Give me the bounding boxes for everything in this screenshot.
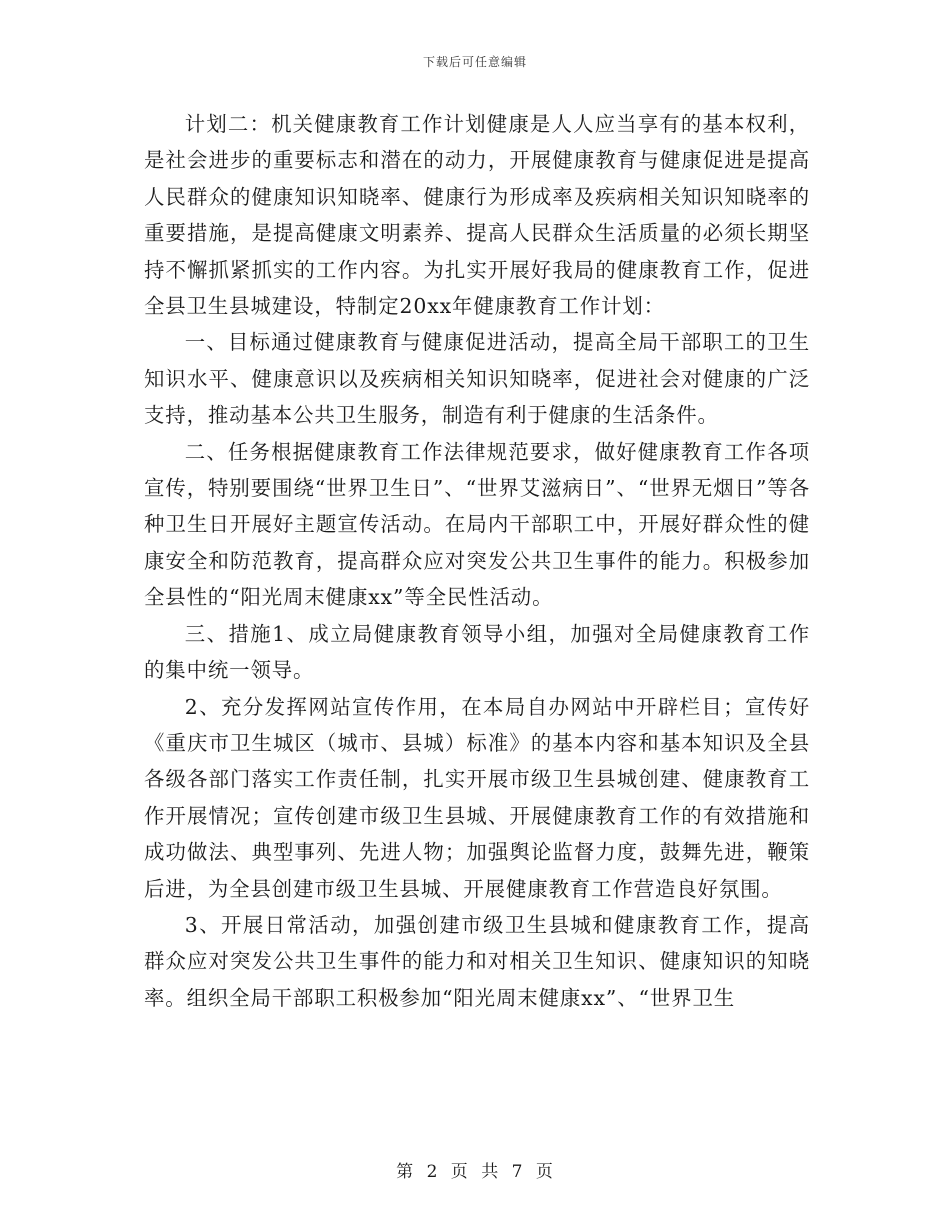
paragraph-goals: 一、目标通过健康教育与健康促进活动，提高全局干部职工的卫生知识水平、健康意识以及疾病相关知识知晓率，促进社会对健康的广泛支持，推动基本公共卫生服务，制造有利于健康的生活条件。 — [144, 330, 810, 428]
page-header-note: 下载后可任意编辑 — [422, 55, 527, 69]
document-body — [144, 106, 810, 1016]
paragraph-tasks: 二、任务根据健康教育工作法律规范要求，做好健康教育工作各项宣传，特别要围绕“世界卫生日”、“世界艾滋病日”、“世界无烟日”等各种卫生日开展好主题宣传活动。在局内干部职工中，开展好群众性的健康安全和防范教育，提高群众应对突发公共卫生事件的能力。积极参加全县性的“阳光周末健康xx”等全民性活动。 — [144, 439, 810, 610]
page-number-footer: 第 2 页 共 7 页 — [396, 1162, 554, 1182]
paragraph-measures-3: 3、开展日常活动，加强创建市级卫生县城和健康教育工作，提高群众应对突发公共卫生事件的能力和对相关卫生知识、健康知识的知晓率。组织全局干部职工积极参加“阳光周末健康xx”、“世界卫生 — [144, 912, 810, 1010]
paragraph-intro: 计划二：机关健康教育工作计划健康是人人应当享有的基本权利，是社会进步的重要标志和潜在的动力，开展健康教育与健康促进是提高人民群众的健康知识知晓率、健康行为形成率及疾病相关知识知晓率的重要措施，是提高健康文明素养、提高人民群众生活质量的必须长期坚持不懈抓紧抓实的工作内容。为扎实开展好我局的健康教育工作，促进全县卫生县城建设，特制定20xx年健康教育工作计划： — [144, 112, 810, 319]
paragraph-measures-2: 2、充分发挥网站宣传作用，在本局自办网站中开辟栏目；宣传好《重庆市卫生城区（城市、县城）标准》的基本内容和基本知识及全县各级各部门落实工作责任制，扎实开展市级卫生县城创建、健康教育工作开展情况；宣传创建市级卫生县城、开展健康教育工作的有效措施和成功做法、典型事列、先进人物；加强舆论监督力度，鼓舞先进，鞭策后进，为全县创建市级卫生县城、开展健康教育工作营造良好氛围。 — [144, 694, 810, 901]
paragraph-measures-1: 三、措施1、成立局健康教育领导小组，加强对全局健康教育工作的集中统一领导。 — [144, 621, 810, 683]
